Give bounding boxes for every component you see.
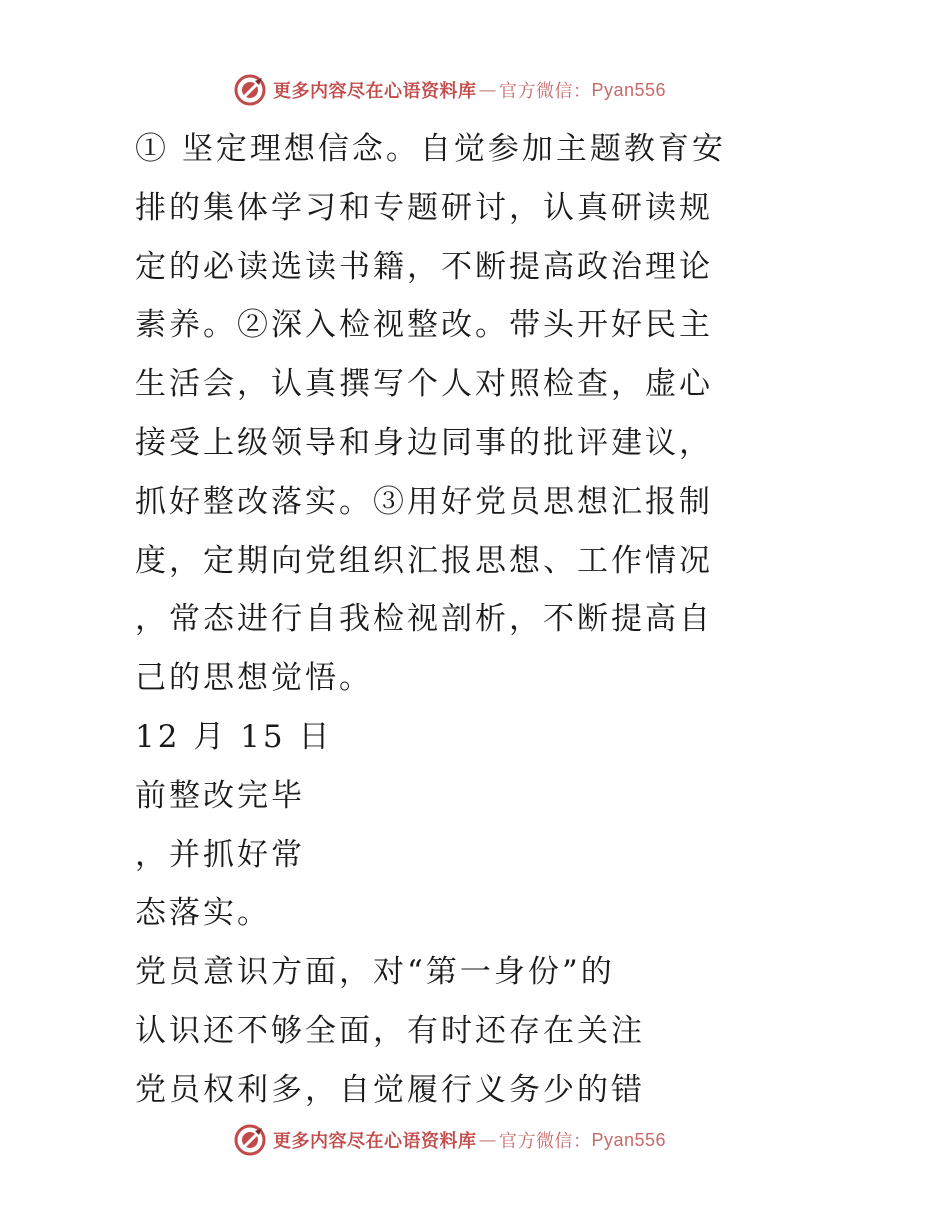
watermark-brand: 更多内容尽在心语资料库 bbox=[273, 1131, 477, 1152]
watermark-label: 官方微信： bbox=[499, 81, 592, 102]
watermark-separator: — bbox=[478, 1129, 497, 1151]
footer-watermark bbox=[233, 1122, 666, 1158]
watermark-logo-icon bbox=[233, 73, 267, 107]
body-line: ① 坚定理想信念。自觉参加主题教育安 bbox=[135, 131, 726, 167]
watermark-id: Pyan556 bbox=[591, 1129, 667, 1150]
body-line: 度，定期向党组织汇报思想、工作情况 bbox=[135, 542, 713, 579]
body-line: ，常态进行自我检视剖析，不断提高自 bbox=[135, 601, 713, 638]
body-line: 定的必读选读书籍，不断提高政治理论 bbox=[135, 248, 713, 285]
body-line: 素养。②深入检视整改。带头开好民主 bbox=[135, 307, 713, 344]
header-watermark bbox=[233, 72, 666, 108]
watermark-brand: 更多内容尽在心语资料库 bbox=[273, 81, 477, 102]
body-line: 生活会，认真撰写个人对照检查，虚心 bbox=[135, 366, 713, 403]
body-line: 党员意识方面，对“第一身份”的 bbox=[135, 954, 615, 991]
watermark-label: 官方微信： bbox=[499, 1131, 592, 1152]
body-line-date: 12 月 15 日 bbox=[135, 718, 333, 755]
watermark-id: Pyan556 bbox=[591, 79, 667, 100]
watermark-logo-icon bbox=[233, 1123, 267, 1157]
body-line: 党员权利多，自觉履行义务少的错 bbox=[135, 1071, 645, 1108]
body-line: 前整改完毕 bbox=[135, 777, 305, 814]
body-line: 接受上级领导和身边同事的批评建议， bbox=[135, 424, 713, 461]
document-body bbox=[135, 120, 735, 1120]
body-line: 态落实。 bbox=[135, 895, 271, 932]
body-line: 己的思想觉悟。 bbox=[135, 660, 373, 697]
body-line: ，并抓好常 bbox=[135, 836, 305, 873]
body-line: 认识还不够全面，有时还存在关注 bbox=[135, 1012, 645, 1049]
body-line: 排的集体学习和专题研讨，认真研读规 bbox=[135, 189, 713, 226]
watermark-separator: — bbox=[478, 79, 497, 101]
body-line: 抓好整改落实。③用好党员思想汇报制 bbox=[135, 483, 713, 520]
